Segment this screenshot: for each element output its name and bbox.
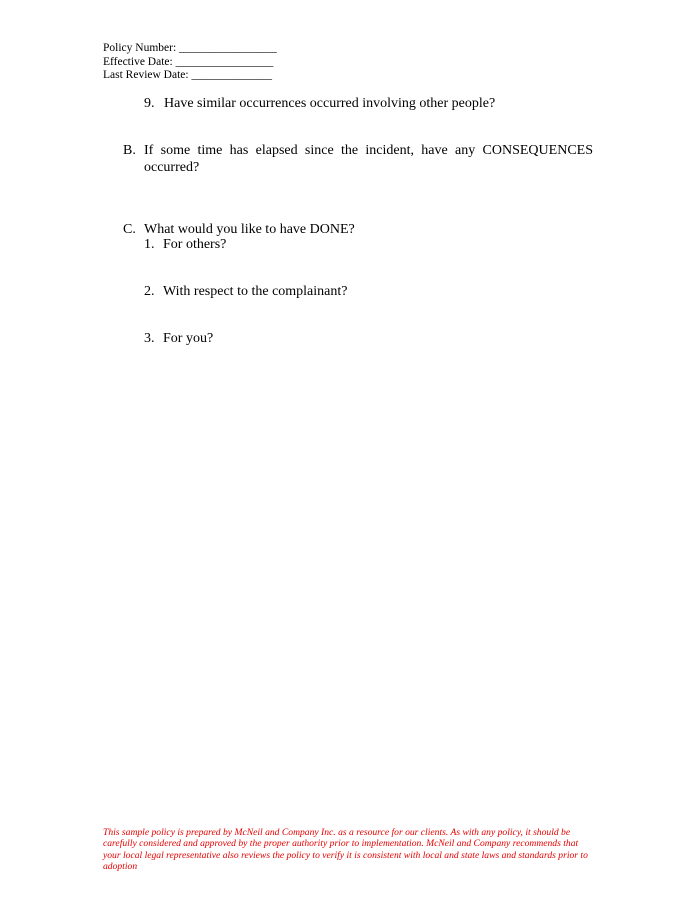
item-marker: C.: [123, 222, 136, 237]
item-text: With respect to the complainant?: [163, 284, 348, 299]
last-review-date-line: Last Review Date: ______________: [103, 69, 272, 81]
policy-number-line: Policy Number: _________________: [103, 42, 277, 54]
item-text: For you?: [163, 331, 214, 346]
policy-header: [103, 42, 277, 83]
item-marker: 2.: [144, 284, 155, 299]
item-marker: B.: [123, 143, 136, 158]
item-text: For others?: [163, 237, 227, 252]
item-marker: 1.: [144, 237, 155, 252]
item-text: What would you like to have DONE?: [144, 222, 355, 237]
item-marker: 9.: [144, 96, 155, 111]
effective-date-line: Effective Date: _________________: [103, 55, 274, 68]
item-marker: 3.: [144, 331, 155, 346]
item-text: Have similar occurrences occurred involving other people?: [164, 96, 496, 111]
disclaimer-footer: This sample policy is prepared by McNeil and Company Inc. as a resource for our clients. As with any policy, it should be carefully considered and approved by the proper authority prior to implementation. McNeil and Company recommends that your local legal representative also reviews the policy to verify it is consistent with local and state laws and standards prior to adoption: [103, 827, 588, 873]
item-text: If some time has elapsed since the incident, have any CONSEQUENCES occurred?: [144, 143, 593, 175]
